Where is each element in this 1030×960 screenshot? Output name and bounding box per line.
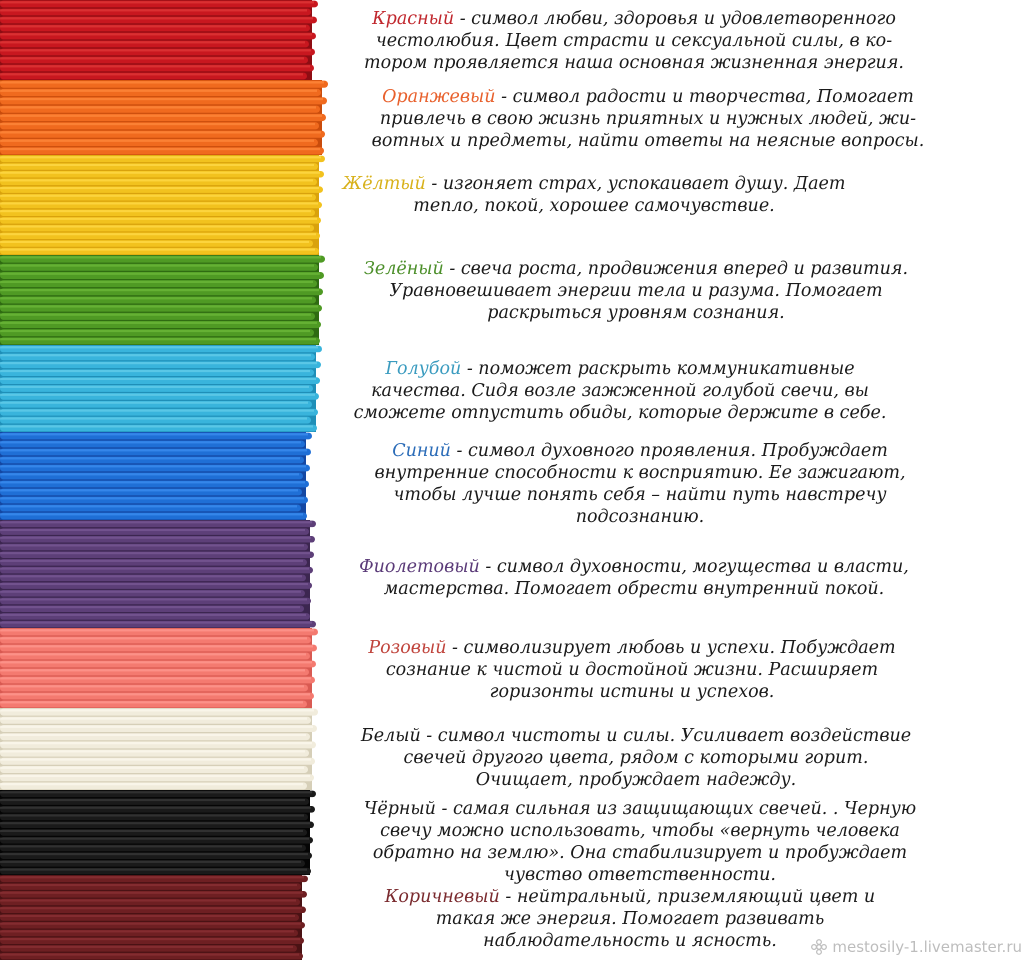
candle-highlight [0, 621, 312, 623]
candle-highlight [0, 195, 312, 197]
candle-highlight [0, 861, 301, 863]
color-name: Чёрный [363, 799, 436, 819]
candle-highlight [0, 148, 320, 150]
color-description-start: - поможет раскрыть коммуникативные [461, 359, 855, 379]
color-entry [372, 86, 925, 152]
color-entry [364, 258, 908, 324]
candle-highlight [0, 465, 306, 467]
color-description-line: внутренние способности к восприятию. Ее зажигают, [374, 463, 906, 483]
candle-highlight [0, 750, 305, 752]
candle-highlight [0, 629, 314, 631]
color-description-line: подсознанию. [575, 507, 705, 527]
candle-highlight [0, 305, 318, 307]
candle-highlight [0, 521, 312, 523]
flower-logo-icon [810, 938, 828, 956]
candle-highlight [0, 9, 307, 11]
candle-highlight [0, 489, 298, 491]
candle-band-black [0, 790, 316, 875]
candle-highlight [0, 653, 306, 655]
color-description-line: горизонты истины и успехов. [489, 682, 775, 702]
entry-first-line [374, 440, 905, 462]
color-description-line: обратно на землю». Она стабилизирует и пробуждает [372, 843, 908, 863]
color-description-start: - символ духовности, могущества и власти, [479, 557, 909, 577]
color-name: Фиолетовый [359, 557, 480, 577]
candle-highlight [0, 591, 301, 593]
watermark-text: mestosily-1.livemaster.ru [832, 938, 1022, 956]
candle-highlight [0, 394, 315, 396]
candle-highlight [0, 567, 309, 569]
candle-highlight [0, 417, 307, 419]
candle-highlight [0, 560, 303, 562]
candle-highlight [0, 915, 295, 917]
candle-highlight [0, 402, 308, 404]
candle-highlight [0, 49, 311, 51]
candle-highlight [0, 473, 299, 475]
candle-highlight [0, 210, 311, 212]
entry-first-line [364, 258, 908, 280]
color-description-start: - свеча роста, продвижения вперед и развития. [443, 259, 909, 279]
candle-highlight [0, 433, 308, 435]
candle-highlight [0, 807, 311, 809]
color-name: Жёлтый [342, 174, 426, 194]
color-name: Красный [372, 9, 455, 29]
color-entry [364, 798, 916, 886]
candle-highlight [0, 81, 324, 83]
color-description-line: качества. Сидя возле зажженной голубой свечи, вы [371, 381, 869, 401]
color-description-start: - символ чистоты и силы. Усиливает воздействие [420, 726, 912, 746]
candle-highlight [0, 115, 322, 117]
candle-highlight [0, 645, 313, 647]
candle-highlight [0, 497, 304, 499]
candle-highlight [0, 322, 317, 324]
candle-highlight [0, 25, 306, 27]
candle-highlight [0, 354, 311, 356]
color-name: Коричневый [384, 887, 500, 907]
color-description-start: - символ радости и творчества, Помогает [495, 87, 914, 107]
candle-highlight [0, 930, 294, 932]
candle-highlight [0, 313, 311, 315]
candle-highlight [0, 838, 309, 840]
color-entry [361, 725, 911, 791]
candle-highlight [0, 425, 313, 427]
entry-first-line [372, 86, 925, 108]
candle-highlight [0, 685, 304, 687]
color-description-start: - изгоняет страх, успокаивает душу. Дает [425, 174, 846, 194]
candle-highlight [0, 669, 305, 671]
candle-highlight [0, 378, 316, 380]
candle-highlight [0, 876, 304, 878]
color-entry [385, 886, 875, 952]
candle-highlight [0, 822, 310, 824]
candle-highlight [0, 330, 310, 332]
color-description-line: наблюдательность и ясность. [483, 931, 777, 951]
color-entry [374, 440, 905, 528]
candle-highlight [0, 156, 321, 158]
color-description-line: чтобы лучше понять себя – найти путь навстречу [393, 485, 887, 505]
color-description-line: тепло, покой, хорошее самочувствие. [413, 196, 775, 216]
candle-highlight [0, 598, 307, 600]
entry-first-line [364, 798, 916, 820]
candle-highlight [0, 529, 305, 531]
candle-highlight [0, 709, 314, 711]
color-name: Розовый [368, 638, 447, 658]
candle-highlight [0, 41, 305, 43]
candle-highlight [0, 338, 316, 340]
candle-highlight [0, 241, 309, 243]
candle-highlight [0, 57, 304, 59]
candle-band-violet [0, 520, 316, 628]
candle-highlight [0, 289, 319, 291]
candle-highlight [0, 938, 300, 940]
color-description-start: - самая сильная из защищающих свечей. . Черную [435, 799, 917, 819]
color-description-start: - нейтральный, приземляющий цвет и [499, 887, 876, 907]
candle-highlight [0, 892, 303, 894]
candle-highlight [0, 845, 302, 847]
candle-highlight [0, 853, 308, 855]
candle-highlight [0, 799, 305, 801]
candle-highlight [0, 273, 320, 275]
color-entry [354, 358, 887, 424]
candle-highlight [0, 449, 307, 451]
candle-highlight [0, 98, 323, 100]
candle-highlight [0, 552, 310, 554]
color-description-line: привлечь в свою жизнь приятных и нужных людей, жи- [379, 109, 917, 129]
candle-highlight [0, 775, 310, 777]
candle-highlight [0, 583, 308, 585]
candle-highlight [0, 505, 297, 507]
candle-highlight [0, 907, 302, 909]
candle-highlight [0, 106, 316, 108]
color-description-line: свечу можно использовать, чтобы «вернуть человека [380, 821, 900, 841]
candle-band-green [0, 255, 325, 345]
candle-highlight [0, 90, 317, 92]
candle-highlight [0, 346, 318, 348]
candle-highlight [0, 661, 312, 663]
candle-highlight [0, 123, 315, 125]
candle-highlight [0, 899, 296, 901]
candle-band-light-blue [0, 345, 322, 432]
candle-band-orange [0, 80, 328, 155]
candle-highlight [0, 701, 303, 703]
candle-highlight [0, 225, 310, 227]
color-description-line: сможете отпустить обиды, которые держите в себе. [353, 403, 887, 423]
candle-highlight [0, 923, 301, 925]
candle-highlight [0, 386, 309, 388]
color-description-line: раскрыться уровням сознания. [487, 303, 785, 323]
candle-highlight [0, 65, 310, 67]
color-description-start: - символ любви, здоровья и удовлетворенного [454, 9, 896, 29]
candle-highlight [0, 140, 314, 142]
color-description-line: честолюбия. Цвет страсти и сексуальной силы, в ко- [375, 31, 893, 51]
color-description-line: мастерства. Помогает обрести внутренний покой. [383, 579, 885, 599]
candle-highlight [0, 537, 311, 539]
entry-first-line [368, 637, 895, 659]
candle-band-white [0, 708, 318, 790]
color-entry [343, 173, 846, 217]
candle-highlight [0, 693, 310, 695]
color-name: Голубой [385, 359, 462, 379]
color-entry [364, 8, 904, 74]
candle-highlight [0, 758, 311, 760]
candle-highlight [0, 767, 304, 769]
candle-highlight [0, 187, 319, 189]
candle-highlight [0, 297, 312, 299]
entry-first-line [385, 886, 875, 908]
color-description-line: чувство ответственности. [504, 865, 776, 885]
color-description-line: сознание к чистой и достойной жизни. Расширяет [385, 660, 879, 680]
candle-highlight [0, 783, 303, 785]
candle-highlight [0, 249, 315, 251]
candle-highlight [0, 264, 314, 266]
candle-highlight [0, 1, 314, 3]
candle-highlight [0, 457, 300, 459]
color-name: Белый [360, 726, 421, 746]
candle-highlight [0, 233, 316, 235]
candle-highlight [0, 726, 313, 728]
candle-highlight [0, 734, 306, 736]
candle-band-pink [0, 628, 318, 708]
candle-highlight [0, 946, 293, 948]
candle-band-brown [0, 875, 308, 960]
candle-highlight [0, 17, 313, 19]
candle-highlight [0, 717, 307, 719]
candle-highlight [0, 544, 304, 546]
candle-band-blue [0, 432, 312, 520]
candle-highlight [0, 202, 318, 204]
candle-stack-image [0, 0, 340, 960]
candle-highlight [0, 868, 307, 870]
candle-highlight [0, 218, 317, 220]
entry-first-line [354, 358, 887, 380]
candle-highlight [0, 256, 321, 258]
candle-highlight [0, 362, 317, 364]
candle-highlight [0, 953, 299, 955]
color-description-line: свечей другого цвета, рядом с которыми горит. [403, 748, 869, 768]
color-description-line: Очищает, пробуждает надежду. [475, 770, 797, 790]
candle-highlight [0, 481, 305, 483]
candle-highlight [0, 409, 314, 411]
candle-band-yellow [0, 155, 325, 255]
color-description-line: Уравновешивает энергии тела и разума. Помогает [389, 281, 883, 301]
color-description-start: - символизирует любовь и успехи. Побуждает [446, 638, 896, 658]
candle-highlight [0, 73, 303, 75]
candle-highlight [0, 164, 314, 166]
candle-highlight [0, 33, 312, 35]
candle-highlight [0, 575, 302, 577]
candle-highlight [0, 441, 301, 443]
color-name: Синий [392, 441, 451, 461]
color-name: Зелёный [363, 259, 444, 279]
candle-highlight [0, 513, 303, 515]
candle-highlight [0, 791, 312, 793]
color-description-line: такая же энергия. Помогает развивать [435, 909, 825, 929]
candle-highlight [0, 179, 313, 181]
color-entry [359, 556, 909, 600]
candle-highlight [0, 606, 300, 608]
entry-first-line [359, 556, 909, 578]
candle-highlight [0, 614, 306, 616]
color-description-start: - символ духовного проявления. Пробуждает [450, 441, 888, 461]
candle-highlight [0, 814, 304, 816]
color-name: Оранжевый [382, 87, 496, 107]
candle-highlight [0, 830, 303, 832]
candle-highlight [0, 131, 321, 133]
watermark [810, 938, 1022, 956]
entry-first-line [343, 173, 846, 195]
candle-highlight [0, 884, 297, 886]
color-description-line: тором проявляется наша основная жизненная энергия. [364, 53, 904, 73]
candle-highlight [0, 172, 320, 174]
candle-highlight [0, 281, 313, 283]
candle-highlight [0, 637, 307, 639]
entry-first-line [361, 725, 911, 747]
candle-band-red [0, 0, 318, 80]
candle-highlight [0, 370, 310, 372]
color-description-line: вотных и предметы, найти ответы на неясные вопросы. [371, 131, 925, 151]
entry-first-line [364, 8, 904, 30]
candle-highlight [0, 677, 311, 679]
color-entry [368, 637, 895, 703]
candle-highlight [0, 742, 312, 744]
